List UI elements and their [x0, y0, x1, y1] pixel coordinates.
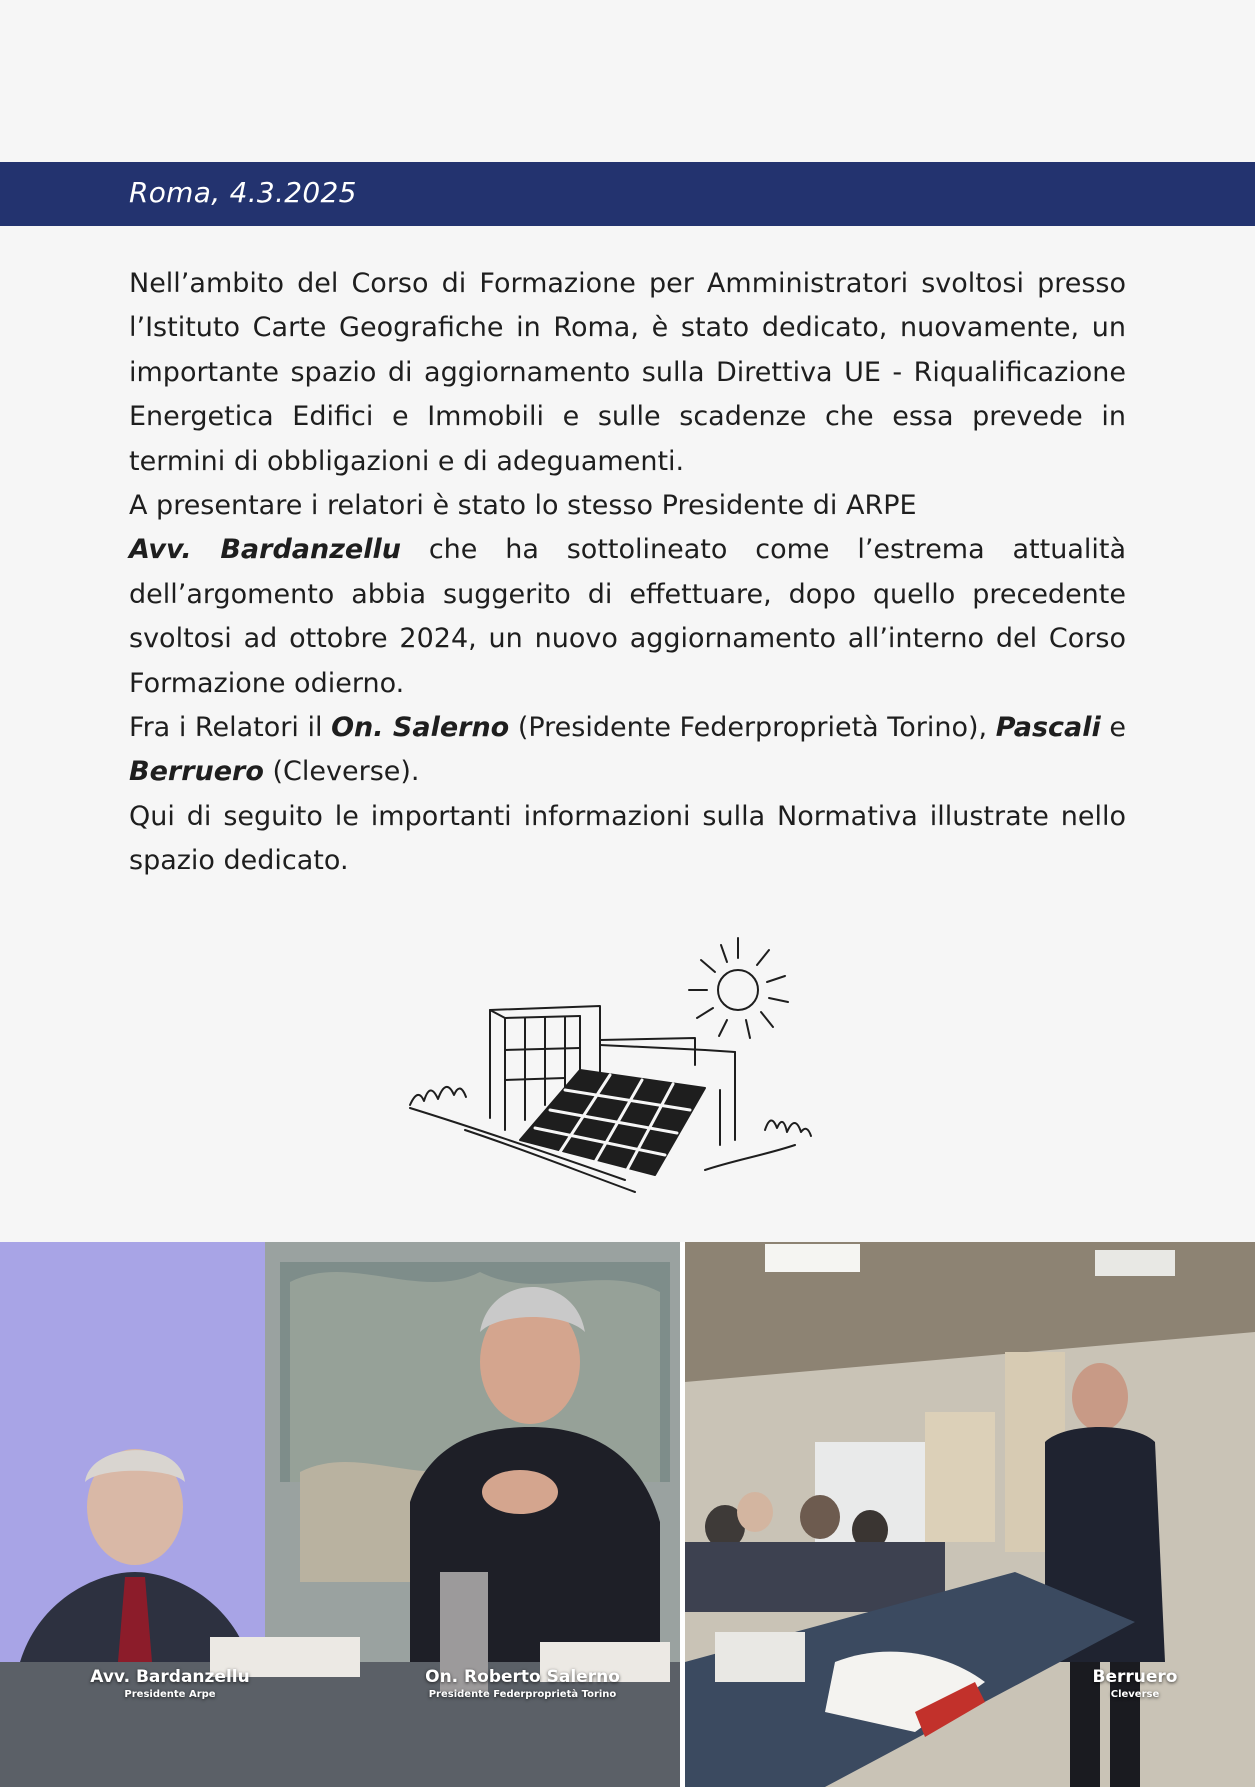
caption-name: Avv. Bardanzellu [90, 1667, 250, 1687]
date-banner [0, 162, 1255, 226]
caption-role: Presidente Federproprietà Torino [428, 1689, 617, 1700]
paragraph-closing: Qui di seguito le importanti informazioni sulla Normativa illustrate nello spazio dedicato. [129, 800, 1126, 877]
cleverse-label: (Cleverse). [263, 756, 420, 788]
name-bardanzellu: Avv. Bardanzellu [129, 534, 401, 566]
caption-berruero [1035, 1667, 1235, 1700]
caption-name: On. Roberto Salerno [425, 1667, 620, 1687]
salerno-role: (Presidente Federproprietà Torino), [509, 712, 996, 744]
caption-role: Presidente Arpe [124, 1689, 216, 1700]
caption-salerno [400, 1667, 645, 1700]
photo-speaker-right [685, 1242, 1255, 1787]
caption-bardanzellu [55, 1667, 285, 1700]
photo-strip [0, 1242, 1255, 1787]
photo-speakers-left [0, 1242, 680, 1787]
name-salerno: On. Salerno [331, 712, 510, 744]
name-berruero: Berruero [129, 756, 264, 788]
photo-image-left [0, 1242, 680, 1787]
speakers-intro: Fra i Relatori il [129, 712, 332, 744]
name-pascali: Pascali [995, 712, 1101, 744]
date-label: Roma, 4.3.2025 [129, 176, 357, 209]
article-body [129, 262, 1126, 884]
paragraph-intro: Nell’ambito del Corso di Formazione per Amministratori svoltosi presso l’Istituto Carte Geografiche in Roma, è stato dedicato, nuovamente, un importante spazio di aggiornamento sulla Direttiva UE - Riqualificazione Energetica Edifici e Immobili e sulle scadenze che essa prevede in termini di obbligazioni e di adeguamenti. [129, 268, 1126, 477]
building-solar-panel-sketch-icon [405, 930, 855, 1205]
paragraph-presenter: A presentare i relatori è stato lo stesso Presidente di ARPE [129, 490, 917, 522]
photo-image-right [685, 1242, 1255, 1787]
caption-role: Cleverse [1110, 1689, 1160, 1700]
caption-name: Berruero [1092, 1667, 1178, 1687]
paragraph-bardanzellu-text: che ha sottolineato come l’estrema attualità dell’argomento abbia suggerito di effettuare, dopo quello precedente svoltosi ad ottobre 2024, un nuovo aggiornamento all’interno del Corso Formazione odierno. [129, 534, 1127, 699]
conjunction: e [1100, 712, 1126, 744]
paragraph-speakers [129, 706, 1126, 795]
paragraph-bardanzellu [129, 528, 1126, 706]
